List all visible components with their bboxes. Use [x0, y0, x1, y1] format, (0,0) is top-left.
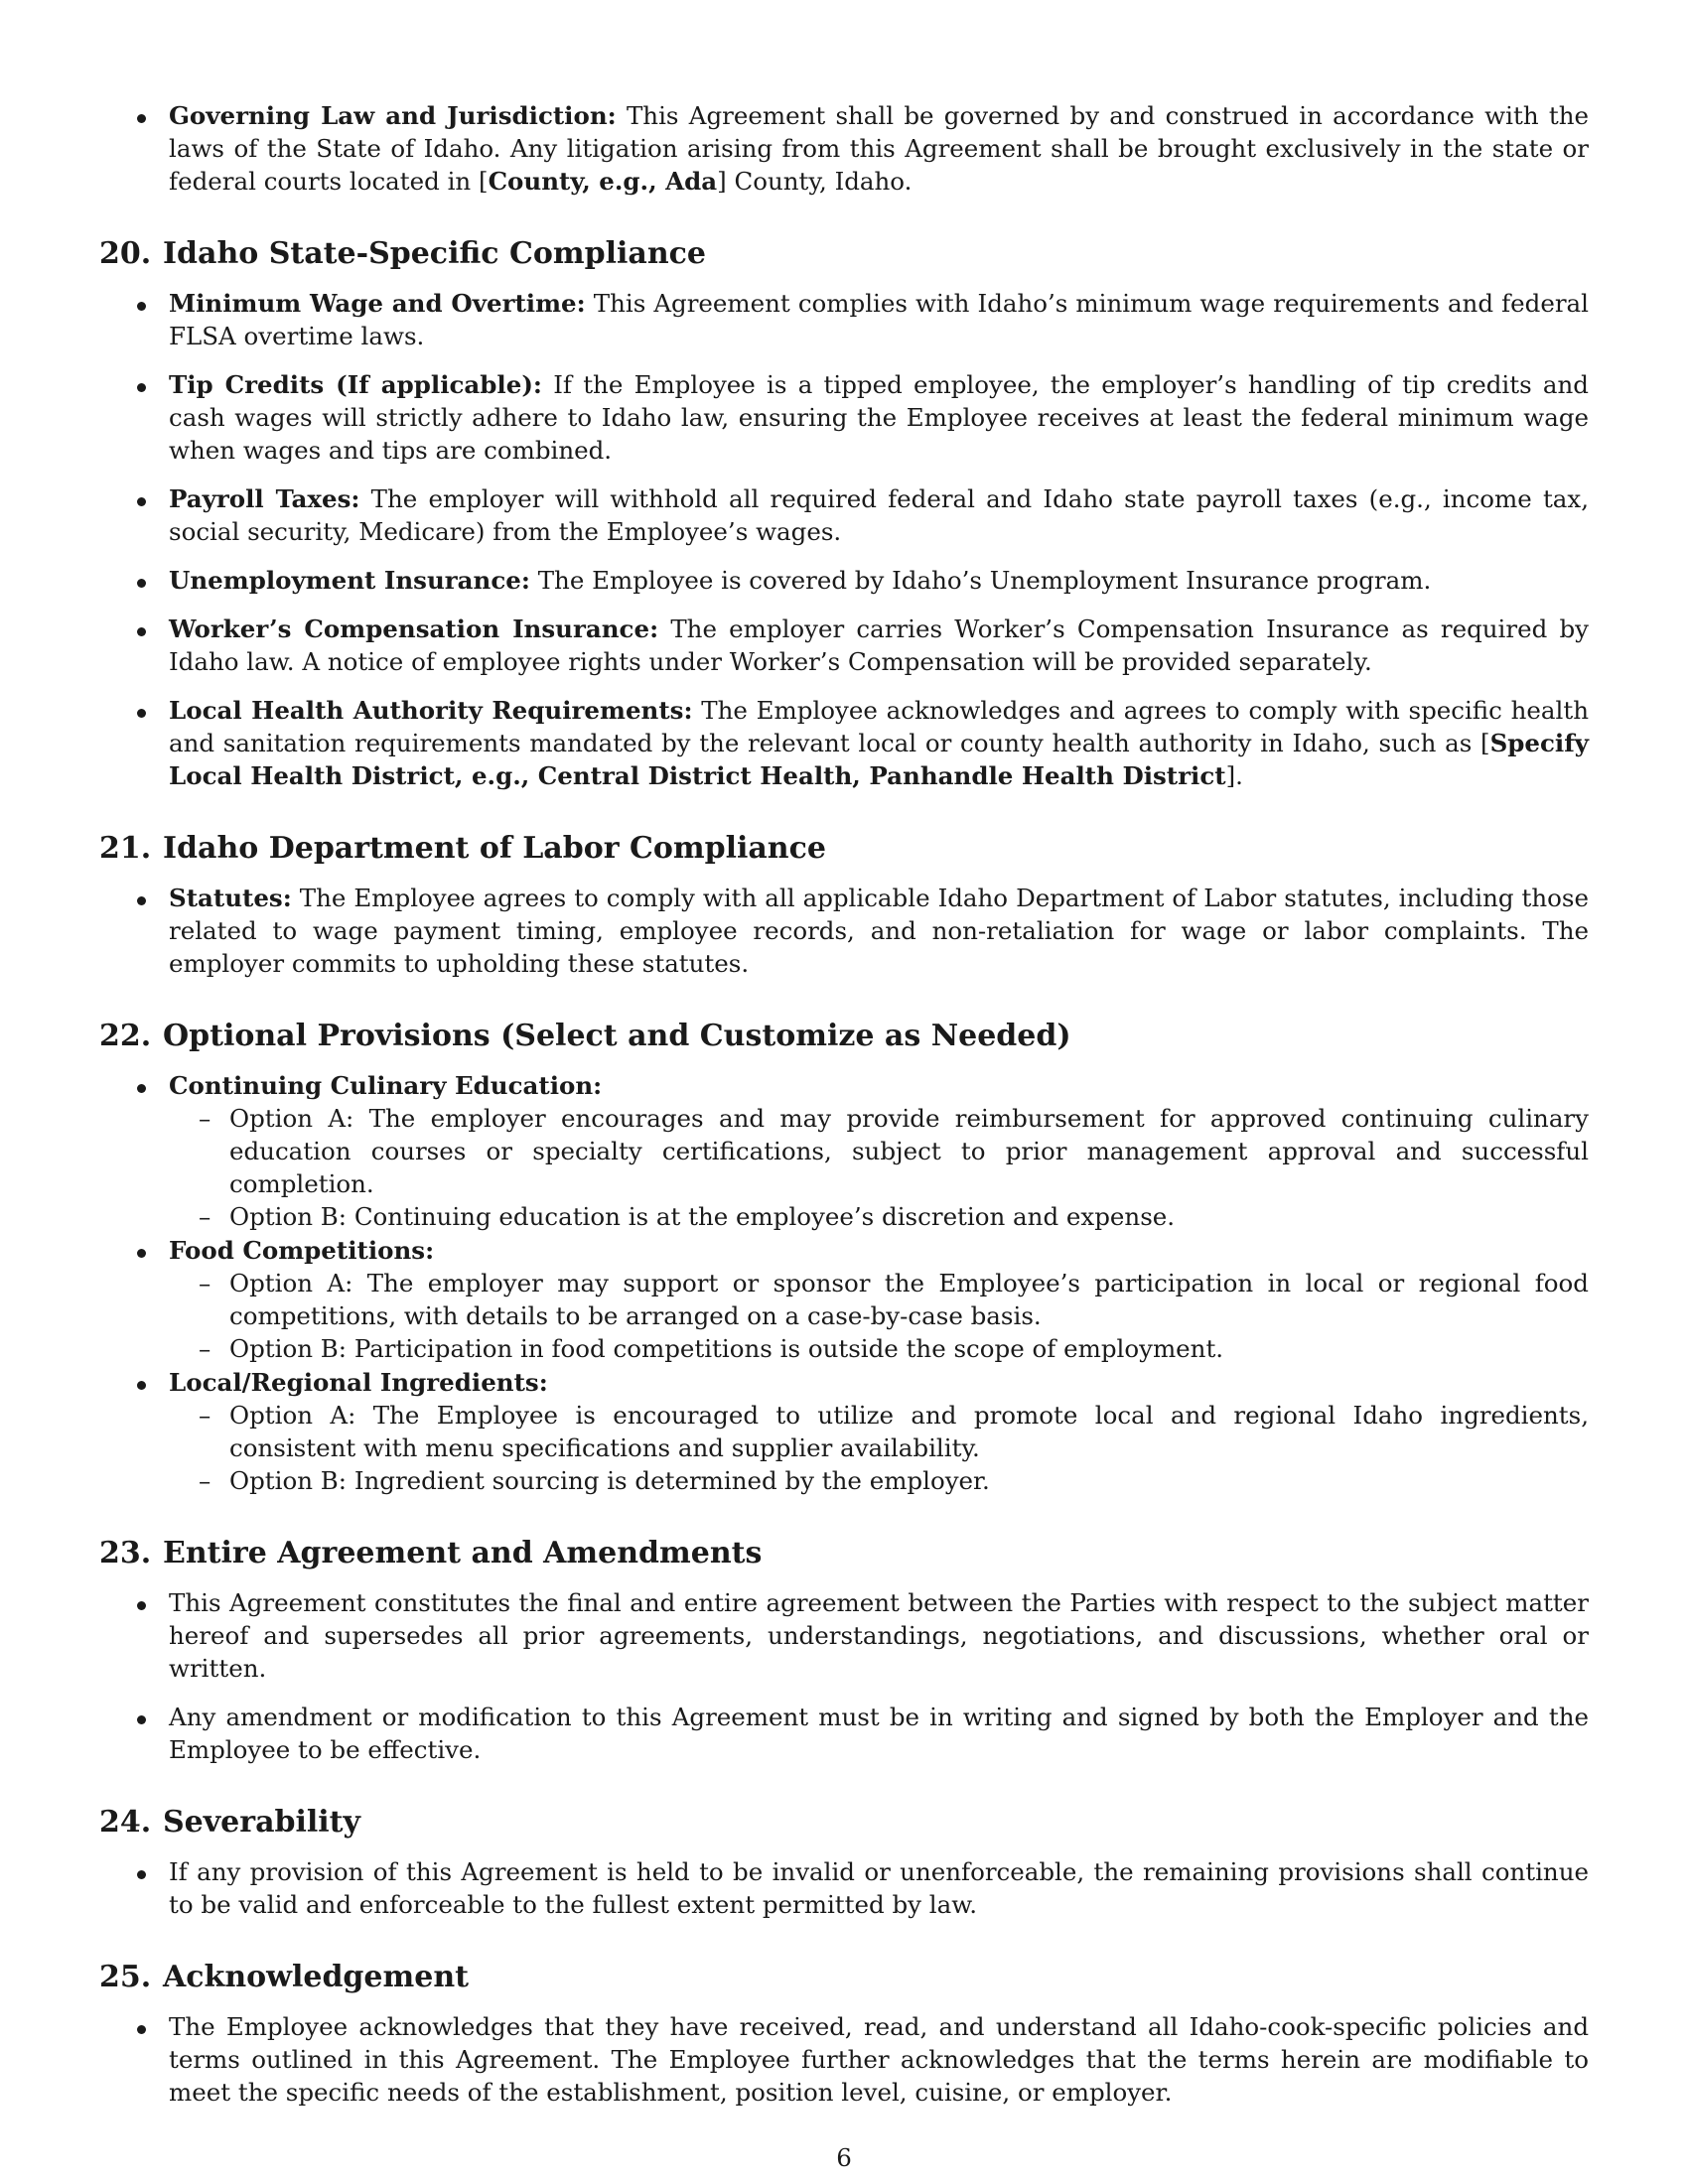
option-item	[169, 1464, 1589, 1497]
item-label: Food Competitions:	[169, 1236, 435, 1265]
list-item-paragraph	[169, 694, 1589, 792]
section-title: Acknowledgement	[163, 1960, 469, 1994]
dash-icon: –	[199, 1401, 211, 1430]
section-heading-23	[99, 1535, 1589, 1572]
option-item	[169, 1399, 1589, 1464]
item-label: Governing Law and Jurisdiction:	[169, 101, 617, 130]
section-heading-20	[99, 235, 1589, 273]
item-text: The Employee acknowledges and agrees to comply with specific health and sanitation requirements mandated by the relevant local or county health authority in Idaho, such as [	[169, 696, 1589, 757]
list-item-paragraph: Any amendment or modification to this Agreement must be in writing and signed by both the Employer and the Employee to be effective.	[169, 1703, 1589, 1764]
list-item-paragraph	[169, 882, 1589, 980]
placeholder-text: County, e.g., Ada	[488, 167, 718, 196]
list-item-paragraph	[169, 564, 1589, 597]
item-label: Local/Regional Ingredients:	[169, 1368, 548, 1397]
list-item-paragraph: This Agreement constitutes the final and entire agreement between the Parties with respect to the subject matter hereof and supersedes all prior agreements, understandings, negotiations, and discussions, whether oral or written.	[169, 1588, 1589, 1683]
item-label: Minimum Wage and Overtime:	[169, 289, 586, 318]
item-text: ] County, Idaho.	[717, 167, 913, 196]
group-label	[169, 1366, 1589, 1399]
list-item	[99, 2010, 1589, 2109]
bullet-icon	[137, 114, 146, 123]
section-heading-25	[99, 1959, 1589, 1996]
section-24-list	[99, 1855, 1589, 1921]
option-text: Option A: The employer may support or sponsor the Employee’s participation in local or regional food competitions, with details to be arranged on a case-by-case basis.	[229, 1269, 1589, 1330]
option-text: Option B: Continuing education is at the employee’s discretion and expense.	[229, 1202, 1176, 1231]
section-number: 22.	[99, 1019, 152, 1053]
section-number: 24.	[99, 1805, 152, 1840]
list-item	[99, 1069, 1589, 1233]
item-label: Local Health Authority Requirements:	[169, 696, 693, 725]
section-heading-22	[99, 1018, 1589, 1055]
list-item	[99, 1855, 1589, 1921]
list-item-paragraph	[169, 482, 1589, 548]
list-item	[99, 287, 1589, 352]
bullet-icon	[137, 497, 146, 506]
option-item	[169, 1102, 1589, 1200]
section-22-list	[99, 1069, 1589, 1497]
section-20-list	[99, 287, 1589, 792]
list-item	[99, 99, 1589, 198]
option-list	[169, 1267, 1589, 1365]
list-item	[99, 564, 1589, 597]
item-text: The Employee agrees to comply with all applicable Idaho Department of Labor statutes, including those related to wage payment timing, employee records, and non-retaliation for wage or labor complaints. The employer commits to upholding these statutes.	[169, 884, 1589, 978]
section-title: Optional Provisions (Select and Customize as Needed)	[163, 1019, 1071, 1053]
list-item	[99, 482, 1589, 548]
section-number: 25.	[99, 1960, 152, 1994]
section-title: Entire Agreement and Amendments	[163, 1536, 763, 1570]
list-item	[99, 368, 1589, 467]
section-heading-24	[99, 1804, 1589, 1842]
section-21-list	[99, 882, 1589, 980]
list-item-paragraph	[169, 287, 1589, 352]
option-text: Option B: Ingredient sourcing is determined by the employer.	[229, 1466, 990, 1495]
item-text: If the Employee is a tipped employee, the employer’s handling of tip credits and cash wages will strictly adhere to Idaho law, ensuring the Employee receives at least the federal minimum wage when wages and tips are combined.	[169, 370, 1589, 465]
item-text: This Agreement shall be governed by and construed in accordance with the laws of the State of Idaho. Any litigation arising from this Agreement shall be brought exclusively in the state or federal courts located in [	[169, 101, 1590, 196]
bullet-icon	[137, 383, 146, 392]
section-number: 20.	[99, 236, 152, 271]
list-item	[99, 882, 1589, 980]
list-item-paragraph: If any provision of this Agreement is held to be invalid or unenforceable, the remaining provisions shall continue to be valid and enforceable to the fullest extent permitted by law.	[169, 1857, 1589, 1919]
bullet-icon	[137, 2025, 146, 2034]
option-item	[169, 1267, 1589, 1332]
dash-icon: –	[199, 1104, 211, 1133]
governing-law-list	[99, 99, 1589, 198]
section-title: Severability	[163, 1805, 360, 1840]
option-list	[169, 1399, 1589, 1497]
option-item	[169, 1200, 1589, 1233]
dash-icon: –	[199, 1334, 211, 1363]
item-text: ].	[1225, 761, 1243, 790]
bullet-icon	[137, 627, 146, 636]
item-label: Tip Credits (If applicable):	[169, 370, 542, 399]
section-23-list	[99, 1586, 1589, 1766]
bullet-icon	[137, 1084, 146, 1093]
option-list	[169, 1102, 1589, 1233]
bullet-icon	[137, 1870, 146, 1879]
item-label: Payroll Taxes:	[169, 484, 360, 513]
list-item-paragraph: The Employee acknowledges that they have received, read, and understand all Idaho-cook-specific policies and terms outlined in this Agreement. The Employee further acknowledges that the terms herein are modifiable to meet the specific needs of the establishment, position level, cuisine, or employer.	[169, 2012, 1589, 2107]
bullet-icon	[137, 709, 146, 718]
list-item	[99, 1586, 1589, 1685]
list-item	[99, 1701, 1589, 1766]
item-label: Statutes:	[169, 884, 292, 912]
section-title: Idaho Department of Labor Compliance	[163, 831, 826, 866]
bullet-icon	[137, 1381, 146, 1390]
item-label: Unemployment Insurance:	[169, 566, 530, 595]
dash-icon: –	[199, 1466, 211, 1495]
governing-law-paragraph	[169, 99, 1589, 198]
bullet-icon	[137, 1715, 146, 1724]
bullet-icon	[137, 302, 146, 311]
option-text: Option A: The Employee is encouraged to utilize and promote local and regional Idaho ingredients, consistent with menu specifications and supplier availability.	[229, 1401, 1589, 1462]
section-number: 23.	[99, 1536, 152, 1570]
list-item-paragraph	[169, 368, 1589, 467]
option-text: Option B: Participation in food competitions is outside the scope of employment.	[229, 1334, 1224, 1363]
bullet-icon	[137, 1601, 146, 1610]
section-25-list	[99, 2010, 1589, 2109]
list-item	[99, 694, 1589, 792]
list-item	[99, 1234, 1589, 1365]
list-item	[99, 1366, 1589, 1497]
list-item	[99, 613, 1589, 678]
group-label	[169, 1234, 1589, 1267]
item-text: This Agreement complies with Idaho’s minimum wage requirements and federal FLSA overtime laws.	[169, 289, 1589, 350]
page-number: 6	[836, 2143, 852, 2172]
section-title: Idaho State-Specific Compliance	[163, 236, 706, 271]
section-number: 21.	[99, 831, 152, 866]
dash-icon: –	[199, 1202, 211, 1231]
item-text: The Employee is covered by Idaho’s Unemployment Insurance program.	[529, 566, 1432, 595]
item-label: Worker’s Compensation Insurance:	[169, 614, 659, 643]
bullet-icon	[137, 1249, 146, 1258]
option-item	[169, 1332, 1589, 1365]
item-text: The employer will withhold all required federal and Idaho state payroll taxes (e.g., income tax, social security, Medicare) from the Employee’s wages.	[169, 484, 1589, 546]
page-content	[99, 99, 1589, 2124]
item-label: Continuing Culinary Education:	[169, 1071, 603, 1100]
item-text: The employer carries Worker’s Compensation Insurance as required by Idaho law. A notice of employee rights under Worker’s Compensation will be provided separately.	[169, 614, 1589, 676]
list-item-paragraph	[169, 613, 1589, 678]
group-label	[169, 1069, 1589, 1102]
section-heading-21	[99, 830, 1589, 868]
placeholder-text: Specify Local Health District, e.g., Central District Health, Panhandle Health District	[169, 729, 1589, 790]
bullet-icon	[137, 896, 146, 905]
bullet-icon	[137, 579, 146, 588]
dash-icon: –	[199, 1269, 211, 1297]
option-text: Option A: The employer encourages and may provide reimbursement for approved continuing culinary education courses or specialty certifications, subject to prior management approval and successful completion.	[229, 1104, 1589, 1198]
